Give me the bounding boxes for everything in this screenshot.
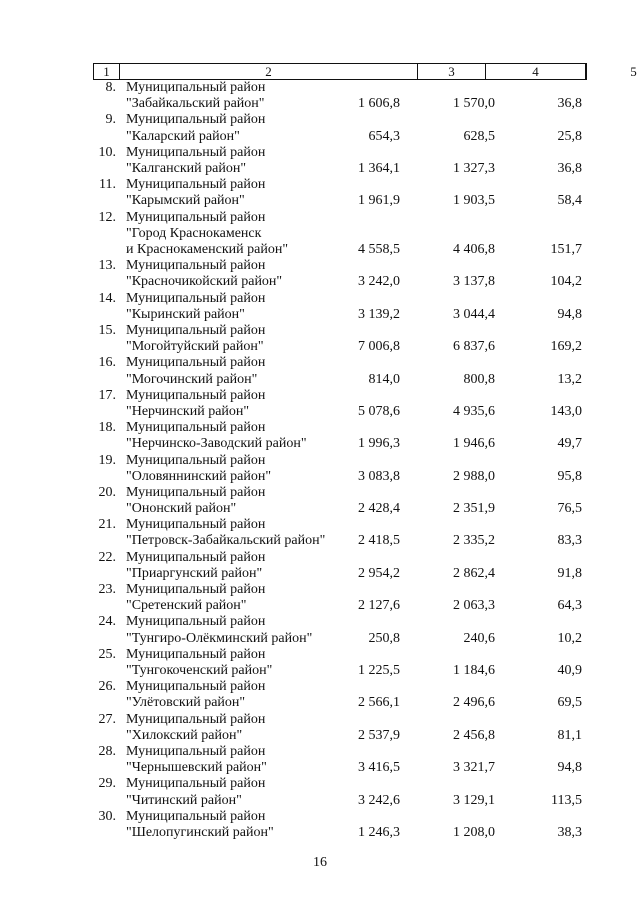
table-row	[0, 614, 640, 646]
table-body	[0, 80, 640, 841]
column-3-value: 4 558,5	[358, 241, 400, 257]
district-name-line: "Хилокский район"	[126, 727, 243, 743]
column-4-value: 1 208,0	[453, 824, 495, 840]
column-4-value: 1 570,0	[453, 96, 495, 112]
row-number: 24.	[98, 614, 116, 630]
column-4-value: 3 044,4	[453, 306, 495, 322]
column-5-value: 94,8	[557, 760, 582, 776]
column-5-value: 169,2	[550, 339, 582, 355]
column-3-value: 1 961,9	[358, 193, 400, 209]
district-name	[126, 388, 265, 420]
column-5-value: 104,2	[550, 274, 582, 290]
district-name-line: "Чернышевский район"	[126, 760, 267, 776]
district-name-line: Муниципальный район	[126, 452, 266, 468]
district-name	[126, 420, 307, 452]
table-row	[0, 647, 640, 679]
column-3-value: 2 428,4	[358, 501, 400, 517]
row-number: 22.	[98, 549, 116, 565]
district-name	[126, 291, 265, 323]
district-name-line: "Забайкальский район"	[126, 96, 265, 112]
table-row	[0, 323, 640, 355]
column-5-value: 69,5	[557, 695, 582, 711]
district-name	[126, 712, 265, 744]
table-row	[0, 388, 640, 420]
column-4-value: 628,5	[463, 128, 495, 144]
column-4-value: 4 406,8	[453, 241, 495, 257]
table-row	[0, 258, 640, 290]
column-3-value: 1 606,8	[358, 96, 400, 112]
column-4-value: 800,8	[463, 371, 495, 387]
table-row	[0, 291, 640, 323]
column-3-value: 1 364,1	[358, 160, 400, 176]
district-name-line: "Тунгиро-Олёкминский район"	[126, 630, 313, 646]
row-number: 10.	[98, 144, 116, 160]
column-5-value: 76,5	[557, 501, 582, 517]
column-4-value: 3 137,8	[453, 274, 495, 290]
column-3-value: 2 418,5	[358, 533, 400, 549]
district-name	[126, 323, 265, 355]
row-number: 18.	[98, 420, 116, 436]
column-3-value: 1 246,3	[358, 824, 400, 840]
row-number: 14.	[98, 290, 116, 306]
table-row	[0, 582, 640, 614]
district-name-line: "Улётовский район"	[126, 695, 246, 711]
column-3-value: 2 127,6	[358, 598, 400, 614]
column-4-value: 3 321,7	[453, 760, 495, 776]
row-number: 16.	[98, 355, 116, 371]
row-number: 9.	[105, 112, 116, 128]
table-row	[0, 453, 640, 485]
column-4-value: 1 946,6	[453, 436, 495, 452]
column-3-value: 3 416,5	[358, 760, 400, 776]
column-3-value: 3 242,0	[358, 274, 400, 290]
district-name-line: Муниципальный район	[126, 711, 266, 727]
column-3-value: 3 083,8	[358, 468, 400, 484]
table-row	[0, 744, 640, 776]
district-name-line: Муниципальный район	[126, 517, 266, 533]
district-name-line: Муниципальный район	[126, 290, 266, 306]
column-3-value: 2 954,2	[358, 565, 400, 581]
district-name-line: Муниципальный район	[126, 355, 266, 371]
district-name-line: "Нерчинский район"	[126, 403, 250, 419]
row-number: 29.	[98, 776, 116, 792]
column-4-value: 2 335,2	[453, 533, 495, 549]
row-number: 20.	[98, 484, 116, 500]
column-5-value: 143,0	[550, 403, 582, 419]
column-4-value: 6 837,6	[453, 339, 495, 355]
table-header-row	[93, 63, 637, 80]
column-3-value: 814,0	[368, 371, 400, 387]
column-5-value: 10,2	[557, 630, 582, 646]
column-4-value: 240,6	[463, 630, 495, 646]
district-name	[126, 80, 265, 112]
district-name-line: Муниципальный район	[126, 614, 266, 630]
column-5-value: 95,8	[557, 468, 582, 484]
district-name-line: "Сретенский район"	[126, 598, 247, 614]
district-name	[126, 258, 282, 290]
district-name	[126, 647, 272, 679]
district-name-line: "Оловяннинский район"	[126, 468, 272, 484]
row-number: 27.	[98, 711, 116, 727]
row-number: 17.	[98, 387, 116, 403]
district-name-line: "Шелопугинский район"	[126, 824, 274, 840]
page-number: 16	[313, 855, 327, 870]
district-name-line: Муниципальный район	[126, 387, 266, 403]
row-number: 8.	[105, 80, 116, 95]
header-cell-2: 2	[119, 64, 417, 79]
district-name-line: Муниципальный район	[126, 679, 266, 695]
column-4-value: 2 351,9	[453, 501, 495, 517]
district-name	[126, 210, 288, 259]
header-cell-5: 5	[585, 64, 640, 79]
row-number: 28.	[98, 744, 116, 760]
column-3-value: 2 566,1	[358, 695, 400, 711]
column-5-value: 64,3	[557, 598, 582, 614]
column-4-value: 2 862,4	[453, 565, 495, 581]
district-name-line: "Приаргунский район"	[126, 565, 263, 581]
row-number: 26.	[98, 679, 116, 695]
district-name-line: "Могойтуйский район"	[126, 339, 264, 355]
column-5-value: 38,3	[557, 824, 582, 840]
district-name-line: "Нерчинско-Заводский район"	[126, 436, 307, 452]
column-3-value: 250,8	[368, 630, 400, 646]
district-name	[126, 744, 267, 776]
district-name	[126, 517, 325, 549]
column-5-value: 94,8	[557, 306, 582, 322]
table-row	[0, 712, 640, 744]
district-name-line: Муниципальный район	[126, 484, 266, 500]
column-5-value: 13,2	[557, 371, 582, 387]
column-3-value: 2 537,9	[358, 727, 400, 743]
district-name	[126, 355, 265, 387]
district-name	[126, 453, 271, 485]
column-3-value: 1 996,3	[358, 436, 400, 452]
row-number: 13.	[98, 258, 116, 274]
district-name-line: "Каларский район"	[126, 128, 240, 144]
column-5-value: 49,7	[557, 436, 582, 452]
district-name	[126, 582, 265, 614]
row-number: 30.	[98, 808, 116, 824]
table-row	[0, 776, 640, 808]
district-name-line: "Карымский район"	[126, 193, 245, 209]
row-number: 21.	[98, 517, 116, 533]
column-3-value: 3 242,6	[358, 792, 400, 808]
table-row	[0, 809, 640, 841]
column-5-value: 58,4	[557, 193, 582, 209]
column-3-value: 3 139,2	[358, 306, 400, 322]
district-name	[126, 145, 265, 177]
district-name	[126, 679, 265, 711]
table-row	[0, 550, 640, 582]
column-5-value: 81,1	[557, 727, 582, 743]
column-4-value: 2 063,3	[453, 598, 495, 614]
district-name-line: "Могочинский район"	[126, 371, 258, 387]
district-name-line: Муниципальный район	[126, 209, 266, 225]
column-3-value: 654,3	[368, 128, 400, 144]
row-number: 12.	[98, 209, 116, 225]
district-name-line: "Город Краснокаменск	[126, 225, 262, 241]
column-5-value: 83,3	[557, 533, 582, 549]
row-number: 25.	[98, 646, 116, 662]
district-name	[126, 614, 312, 646]
table-row	[0, 145, 640, 177]
district-name-line: Муниципальный район	[126, 582, 266, 598]
row-number: 23.	[98, 582, 116, 598]
table-row	[0, 517, 640, 549]
district-name-line: Муниципальный район	[126, 549, 266, 565]
column-3-value: 1 225,5	[358, 663, 400, 679]
district-name-line: "Кыринский район"	[126, 306, 245, 322]
column-5-value: 36,8	[557, 160, 582, 176]
district-name-line: "Ононский район"	[126, 501, 237, 517]
header-cell-3: 3	[417, 64, 485, 79]
column-4-value: 3 129,1	[453, 792, 495, 808]
district-name-line: Муниципальный район	[126, 776, 266, 792]
column-5-value: 113,5	[551, 792, 582, 808]
district-name	[126, 809, 274, 841]
district-name	[126, 550, 265, 582]
district-name	[126, 485, 265, 517]
district-name-line: Муниципальный район	[126, 80, 266, 95]
district-name-line: "Тунгокоченский район"	[126, 663, 273, 679]
district-name-line: Муниципальный район	[126, 420, 266, 436]
district-name-line: и Краснокаменский район"	[126, 241, 289, 257]
column-3-value: 5 078,6	[358, 403, 400, 419]
district-name-line: "Читинский район"	[126, 792, 242, 808]
column-4-value: 1 327,3	[453, 160, 495, 176]
table-row	[0, 177, 640, 209]
district-name-line: Муниципальный район	[126, 646, 266, 662]
table-row	[0, 679, 640, 711]
table-row	[0, 80, 640, 112]
column-4-value: 4 935,6	[453, 403, 495, 419]
district-name-line: Муниципальный район	[126, 177, 266, 193]
column-4-value: 2 988,0	[453, 468, 495, 484]
column-4-value: 2 456,8	[453, 727, 495, 743]
table-row	[0, 355, 640, 387]
row-number: 15.	[98, 322, 116, 338]
column-4-value: 2 496,6	[453, 695, 495, 711]
district-name-line: Муниципальный район	[126, 808, 266, 824]
district-name-line: Муниципальный район	[126, 144, 266, 160]
district-name-line: Муниципальный район	[126, 322, 266, 338]
district-name	[126, 112, 265, 144]
district-name-line: "Калганский район"	[126, 160, 247, 176]
header-cell-4: 4	[485, 64, 585, 79]
row-number: 11.	[99, 177, 116, 193]
table-row	[0, 420, 640, 452]
column-5-value: 36,8	[557, 96, 582, 112]
column-5-value: 151,7	[550, 241, 582, 257]
table-row	[0, 485, 640, 517]
header-cell-1: 1	[103, 64, 110, 79]
district-name-line: "Красночикойский район"	[126, 274, 283, 290]
district-name-line: "Петровск-Забайкальский район"	[126, 533, 326, 549]
column-4-value: 1 184,6	[453, 663, 495, 679]
district-name	[126, 177, 265, 209]
column-3-value: 7 006,8	[358, 339, 400, 355]
district-name-line: Муниципальный район	[126, 258, 266, 274]
row-number: 19.	[98, 452, 116, 468]
district-name-line: Муниципальный район	[126, 744, 266, 760]
column-5-value: 91,8	[557, 565, 582, 581]
district-name-line: Муниципальный район	[126, 112, 266, 128]
district-name	[126, 776, 265, 808]
column-5-value: 25,8	[557, 128, 582, 144]
table-row	[0, 112, 640, 144]
column-5-value: 40,9	[557, 663, 582, 679]
table-row	[0, 210, 640, 259]
column-4-value: 1 903,5	[453, 193, 495, 209]
